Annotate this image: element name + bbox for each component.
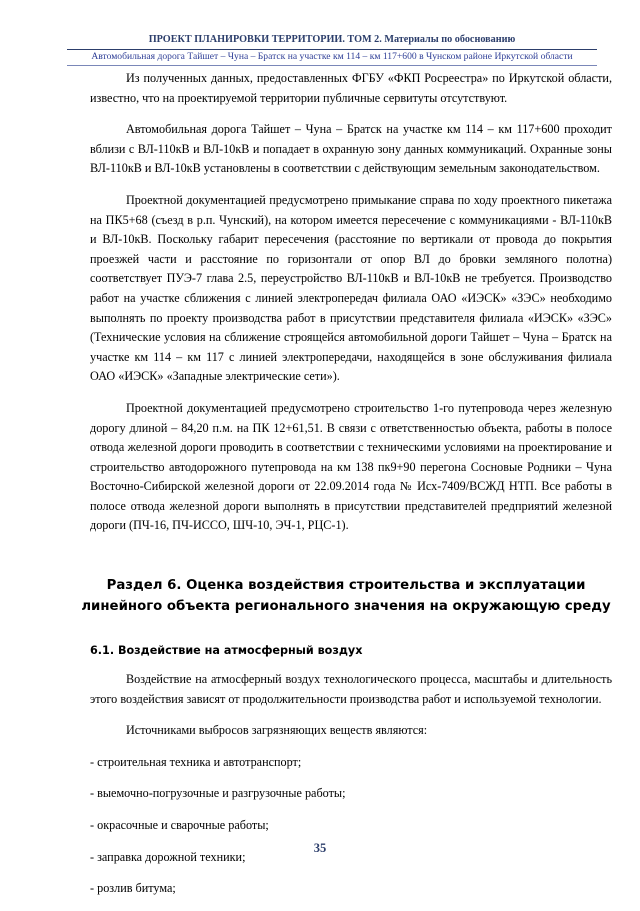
list-item: - выемочно-погрузочные и разгрузочные работы; bbox=[90, 786, 346, 801]
paragraph: Проектной документацией предусмотрено примыкание справа по ходу проектного пикетажа на ПК5+68 (съезд в р.п. Чунский), на котором имеется пересечение с коммуникациями - ВЛ-110кВ и ВЛ-10кВ. Поскольку габарит пересечения (расстояние по вертикали от провода до покрытия проезжей части и расстояние по горизонтали от опор ВЛ до бровки земляного полотна) соответствует ПУЭ-7 глава 2.5, переустройство ВЛ-110кВ и ВЛ-10кВ не требуется. Производство работ на участке сближения с линией электропередач филиала ОАО «ИЭСК» «ЗЭС» необходимо выполнять по проекту производства работ в присутствии представителя филиала «ИЭСК» «ЗЭС» (Технические условия на сближение строящейся автомобильной дороги Тайшет – Чуна – Братск на участке км 114 – км 117 с линией электропередачи, находящейся в зоне обслуживания филиала ОАО «ИЭСК» «Западные электрические сети»). bbox=[90, 192, 612, 384]
paragraph: Автомобильная дорога Тайшет – Чуна – Братск на участке км 114 – км 117+600 проходит вблизи с ВЛ-110кВ и ВЛ-10кВ и попадает в охранную зону данных коммуникаций. Охранные зоны ВЛ-110кВ и ВЛ-10кВ установлены в соответствии с действующим земельным законодательством. bbox=[90, 122, 612, 176]
header-title: ПРОЕКТ ПЛАНИРОВКИ ТЕРРИТОРИИ. ТОМ 2. Материалы по обоснованию bbox=[148, 34, 516, 45]
page-number: 35 bbox=[313, 841, 327, 855]
section-heading: Раздел 6. Оценка воздействия строительства и эксплуатации линейного объекта регионального значения на окружающую среду bbox=[81, 578, 611, 615]
paragraph: Из полученных данных, предоставленных ФГБУ «ФКП Росреестра» по Иркутской области, известно, что на проектируемой территории публичные сервитуты отсутствуют. bbox=[90, 71, 612, 105]
list-item: - розлив битума; bbox=[90, 881, 176, 896]
paragraph: Проектной документацией предусмотрено строительство 1-го путепровода через железную дорогу длиной – 84,20 п.м. на ПК 12+61,51. В связи с ответственностью объекта, работы в полосе отвода железной дороги проводить в соответствии с техническими условиями на проектирование и строительство автодорожного путепровода на км 138 пк9+90 перегона Сосновые Родники – Чуна Восточно-Сибирской железной дороги от 22.09.2014 года № Исх-7409/ВСЖД НТП. Все работы в полосе отвода железной дороги выполнять в присутствии представителей предприятий железной дороги (ПЧ-16, ПЧ-ИССО, ШЧ-10, ЭЧ-1, РЦС-1). bbox=[90, 400, 612, 533]
paragraph: Источниками выбросов загрязняющих веществ являются: bbox=[126, 723, 428, 738]
subsection-heading: 6.1. Воздействие на атмосферный воздух bbox=[90, 644, 363, 658]
header-rule bbox=[67, 49, 597, 50]
document-body bbox=[81, 69, 612, 911]
header-rule-bottom bbox=[67, 65, 597, 66]
list-item: - заправка дорожной техники; bbox=[90, 849, 246, 864]
paragraph: Воздействие на атмосферный воздух технологического процесса, масштабы и длительность этого воздействия зависят от продолжительности производства работ и используемой технологии. bbox=[90, 672, 612, 706]
list-item: - окрасочные и сварочные работы; bbox=[90, 818, 269, 833]
list-item: - строительная техника и автотранспорт; bbox=[90, 754, 302, 769]
header-subtitle: Автомобильная дорога Тайшет – Чуна – Братск на участке км 114 – км 117+600 в Чунском районе Иркутской области bbox=[91, 51, 573, 62]
